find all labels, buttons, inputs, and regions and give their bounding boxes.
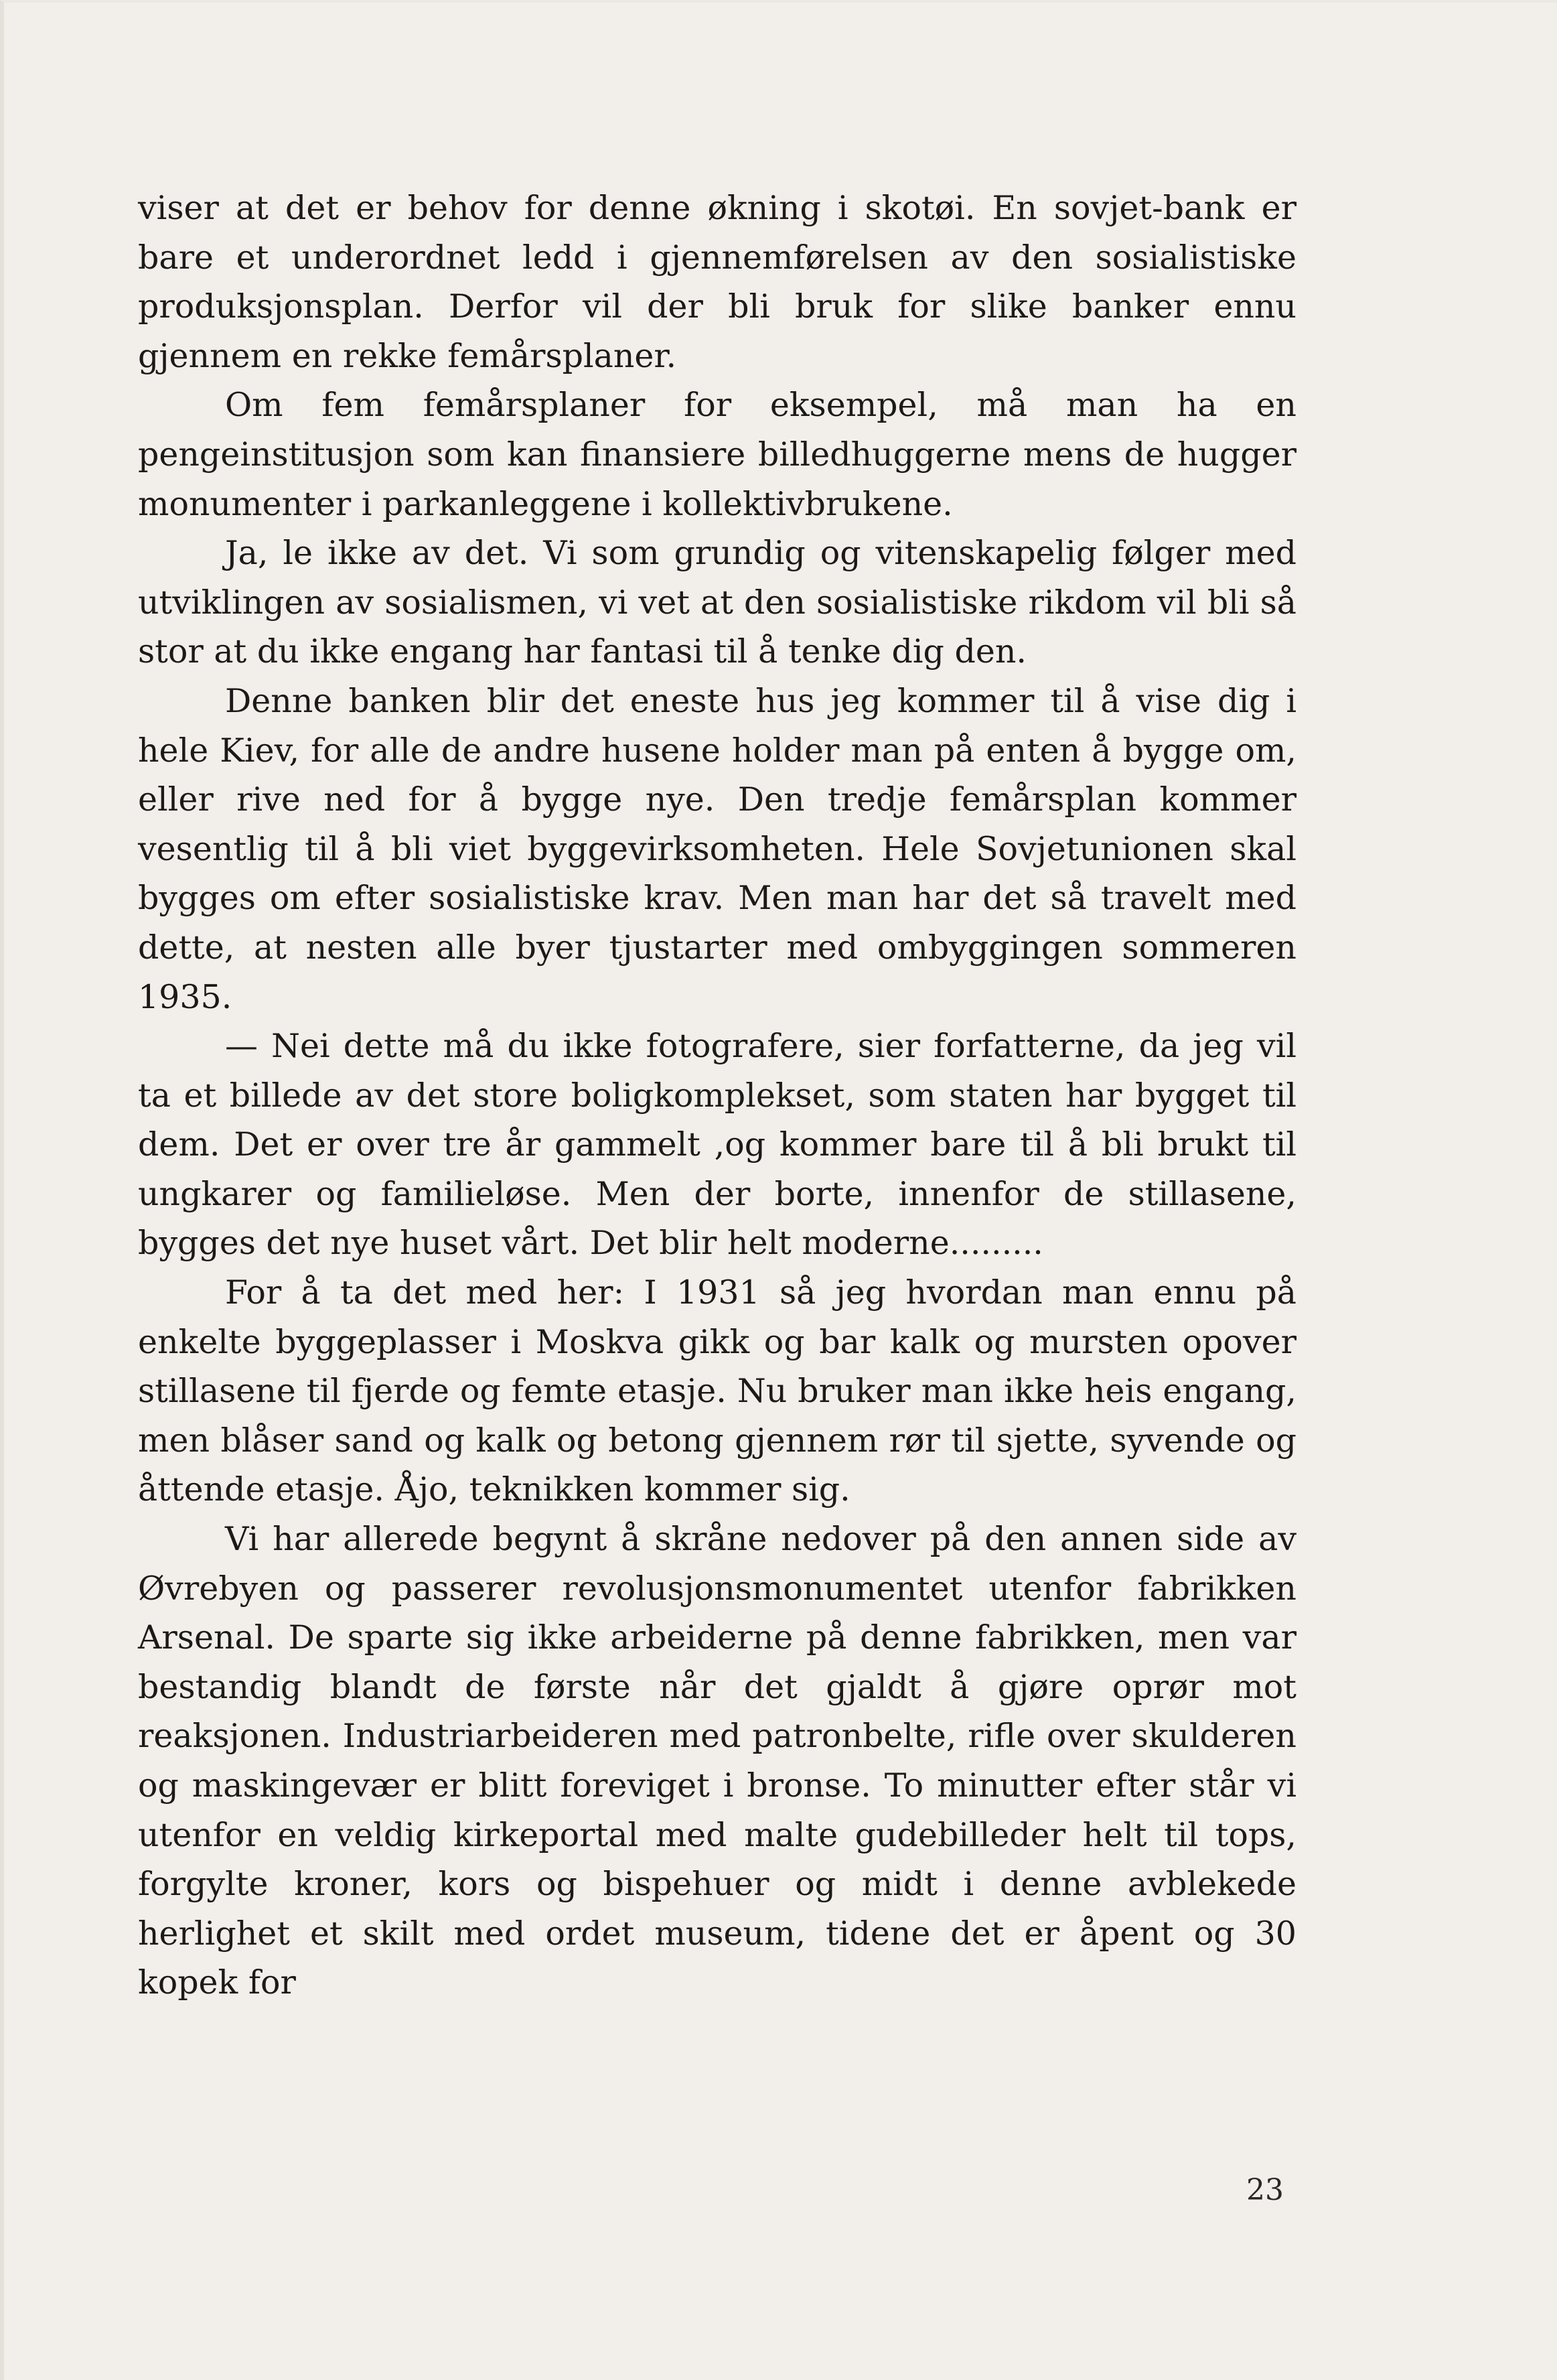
paragraph-6: For å ta det med her: I 1931 så jeg hvordan man ennu på enkelte byggeplasser i Moskva gikk og bar kalk og mursten opover stillasene til fjerde og femte etasje. Nu bruker man ikke heis engang, men blåser sand og kalk og betong gjennem rør til sjette, syvende og åttende etasje. Åjo, teknikken kommer sig. bbox=[138, 1273, 1296, 1509]
paragraph-5: — Nei dette må du ikke fotografere, sier forfatterne, da jeg vil ta et billede av det store boligkomplekset, som staten har bygget til dem. Det er over tre år gammelt ,og kommer bare til å bli brukt til ungkarer og familieløse. Men der borte, innenfor de stillasene, bygges det nye huset vårt. Det blir helt moderne......... bbox=[138, 1027, 1296, 1263]
body-text bbox=[138, 184, 1296, 2008]
page-number: 23 bbox=[1246, 2173, 1284, 2207]
paragraph-2: Om fem femårsplaner for eksempel, må man ha en pengeinstitusjon som kan finansiere billedhuggerne mens de hugger monumenter i parkanleggene i kollektivbrukene. bbox=[138, 386, 1296, 523]
paragraph-7: Vi har allerede begynt å skråne nedover på den annen side av Øvrebyen og passerer revolusjonsmonumentet utenfor fabrikken Arsenal. De sparte sig ikke arbeiderne på denne fabrikken, men var bestandig blandt de første når det gjaldt å gjøre oprør mot reaksjonen. Industriarbeideren med patronbelte, rifle over skulderen og maskingevær er blitt foreviget i bronse. To minutter efter står vi utenfor en veldig kirkeportal med malte gudebilleder helt til tops, forgylte kroner, kors og bispehuer og midt i denne avblekede herlighet et skilt med ordet museum, tidene det er åpent og 30 kopek for bbox=[138, 1520, 1296, 2002]
paragraph-1: viser at det er behov for denne økning i skotøi. En sovjet-bank er bare et underordnet ledd i gjennemførelsen av den sosialistiske produksjonsplan. Derfor vil der bli bruk for slike banker ennu gjennem en rekke femårsplaner. bbox=[138, 189, 1296, 375]
paragraph-3: Ja, le ikke av det. Vi som grundig og vitenskapelig følger med utviklingen av sosialismen, vi vet at den sosialistiske rikdom vil bli så stor at du ikke engang har fantasi til å tenke dig den. bbox=[138, 534, 1296, 671]
paragraph-4: Denne banken blir det eneste hus jeg kommer til å vise dig i hele Kiev, for alle de andre husene holder man på enten å bygge om, eller rive ned for å bygge nye. Den tredje femårsplan kommer vesentlig til å bli viet byggevirksomheten. Hele Sovjetunionen skal bygges om efter sosialistiske krav. Men man har det så travelt med dette, at nesten alle byer tjustarter med ombyggingen sommeren 1935. bbox=[138, 681, 1296, 1016]
